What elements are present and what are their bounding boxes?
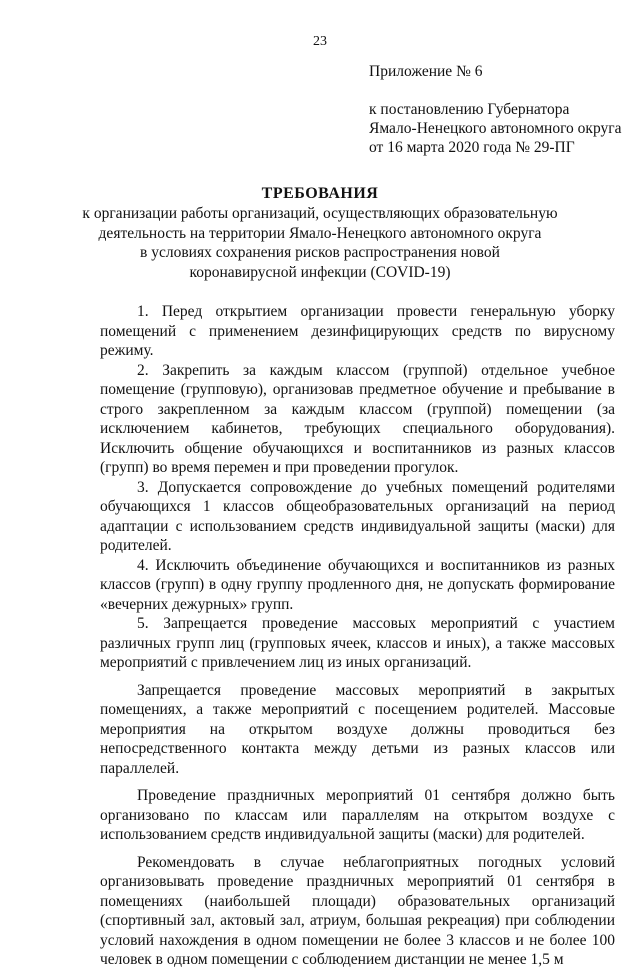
- heading-subtitle-line: к организации работы организаций, осуществляющих образовательную: [82, 205, 558, 222]
- heading-title: ТРЕБОВАНИЯ: [261, 185, 379, 202]
- appendix-block: [369, 62, 621, 157]
- document-heading: [0, 185, 640, 282]
- document-body: [100, 302, 615, 970]
- appendix-reference-line: к постановлению Губернатора: [369, 101, 570, 118]
- paragraph: Рекомендовать в случае неблагоприятных погодных условий организовывать проведение праздничных мероприятий 01 сентября в помещениях (наибольшей площади) образовательных организаций (спортивный зал, актовый зал, атриум, большая рекреация) при соблюдении условий нахождения в одном помещении не более 3 классов и не более 100 человек в одном помещении с соблюдением дистанции не менее 1,5 м: [100, 853, 615, 968]
- paragraph: Запрещается проведение массовых мероприятий в закрытых помещениях, а также мероприятий с посещением родителей. Массовые мероприятия на открытом воздухе должны проводиться без непосредственного контакта между детьми из разных классов или параллелей.: [100, 681, 615, 777]
- paragraph: 5. Запрещается проведение массовых мероприятий с участием различных групп лиц (групповых ячеек, классов и иных), а также массовых мероприятий с привлечением лиц из иных организаций.: [100, 615, 615, 671]
- appendix-title: Приложение № 6: [369, 63, 483, 80]
- paragraph: 3. Допускается сопровождение до учебных помещений родителями обучающихся 1 классов общеобразовательных организаций на период адаптации с использованием средств индивидуальной защиты (маски) для родителей.: [100, 478, 615, 554]
- paragraph: 2. Закрепить за каждым классом (группой) отдельное учебное помещение (групповую), организовав предметное обучение и пребывание в строго закрепленном за каждым классом (группой) помещении (за исключением кабинетов, требующих специального оборудования). Исключить общение обучающихся и воспитанников из разных классов (групп) во время перемен и при проведении прогулок.: [100, 361, 615, 476]
- appendix-reference-line: от 16 марта 2020 года № 29-ПГ: [369, 139, 575, 156]
- page-number: 23: [313, 34, 327, 49]
- paragraph: 4. Исключить объединение обучающихся и воспитанников из разных классов (групп) в одну группу продленного дня, не допускать формирование «вечерних дежурных» групп.: [100, 556, 615, 613]
- appendix-reference-line: Ямало-Ненецкого автономного округа: [369, 120, 622, 137]
- paragraph: 1. Перед открытием организации провести генеральную уборку помещений с применением дезинфицирующих средств по вирусному режиму.: [100, 303, 615, 359]
- heading-subtitle-line: коронавирусной инфекции (COVID-19): [189, 263, 451, 281]
- heading-subtitle-line: в условиях сохранения рисков распространения новой: [140, 244, 500, 261]
- paragraph: Проведение праздничных мероприятий 01 сентября должно быть организовано по классам или параллелям на открытом воздухе с использованием средств индивидуальной защиты (маски) для родителей.: [100, 787, 615, 843]
- heading-subtitle-line: деятельность на территории Ямало-Ненецкого автономного округа: [98, 224, 542, 242]
